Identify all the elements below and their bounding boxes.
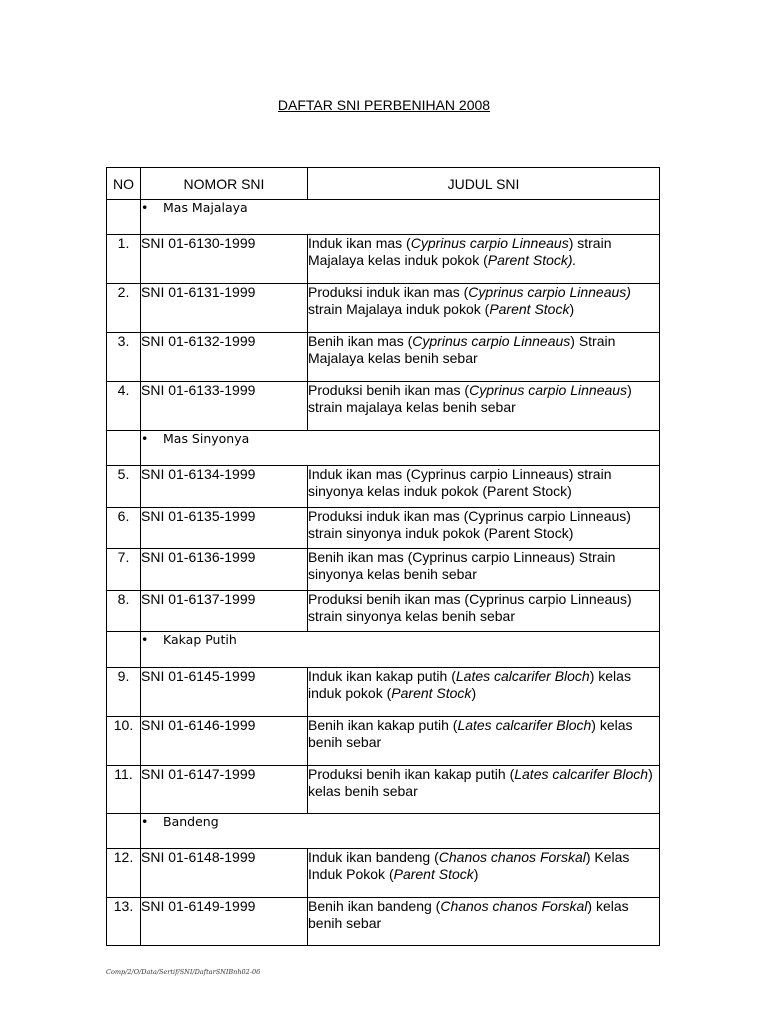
section-name: Bandeng [163,814,219,829]
title-text: ) Kelas Induk Pokok ( [308,849,630,882]
title-text: Produksi induk ikan mas (Cyprinus carpio Linneaus) strain sinyonya induk pokok (Parent Stock) [308,508,631,541]
title-text: Produksi benih ikan mas ( [308,382,470,398]
table-row [107,333,660,382]
table-row [107,235,660,284]
header-nomor-sni: NOMOR SNI [141,168,308,200]
sni-number: SNI 01-6135-1999 [141,508,308,549]
sni-title [308,766,660,814]
table-row [107,668,660,717]
sni-title [308,898,660,946]
title-text: Benih ikan kakap putih ( [308,717,458,733]
sni-number: SNI 01-6148-1999 [141,849,308,898]
sni-title [308,382,660,431]
table-row [107,549,660,591]
sni-title [308,333,660,382]
title-text: Induk ikan kakap putih ( [308,668,456,684]
table-row [107,766,660,814]
section-name: Kakap Putih [163,632,237,647]
section-row [107,200,660,235]
section-label [141,814,660,849]
table-row [107,591,660,632]
table-row [107,898,660,946]
row-number: 3. [107,333,141,382]
title-text: ) [471,685,477,701]
section-name: Mas Sinyonya [163,431,250,446]
sni-number: SNI 01-6145-1999 [141,668,308,717]
row-number: 1. [107,235,141,284]
sni-number: SNI 01-6130-1999 [141,235,308,284]
title-italic-text: Parent Stock [393,866,474,882]
sni-number: SNI 01-6133-1999 [141,382,308,431]
title-text: Produksi benih ikan mas (Cyprinus carpio Linneaus) strain sinyonya kelas benih sebar [308,591,632,624]
sni-number: SNI 01-6134-1999 [141,466,308,508]
title-text: ) kelas benih sebar [308,766,653,799]
sni-title [308,466,660,508]
title-italic-text: Parent Stock [391,685,472,701]
section-no-cell [107,814,141,849]
row-number: 2. [107,284,141,333]
row-number: 11. [107,766,141,814]
title-text: ) Strain Majalaya kelas benih sebar [308,333,616,366]
sni-title [308,717,660,766]
table-row [107,717,660,766]
title-text: Benih ikan mas (Cyprinus carpio Linneaus) Strain sinyonya kelas benih sebar [308,549,616,582]
bullet-icon: • [141,814,149,829]
section-no-cell [107,632,141,668]
sni-title [308,668,660,717]
sni-title [308,235,660,284]
title-italic-text: Chanos chanos Forskal [438,849,586,865]
title-italic-text: Lates calcarifer Bloch [514,766,649,782]
row-number: 9. [107,668,141,717]
title-text: ) strain Majalaya kelas induk pokok ( [308,235,612,268]
title-text: Benih ikan bandeng ( [308,898,441,914]
title-italic-text: Cyprinus carpio Linneaus [412,333,571,349]
title-text: Produksi benih ikan kakap putih ( [308,766,515,782]
header-no: NO [107,168,141,200]
section-label [141,431,660,466]
section-label [141,632,660,668]
sni-number: SNI 01-6147-1999 [141,766,308,814]
table-body [107,200,660,946]
sni-number: SNI 01-6132-1999 [141,333,308,382]
section-row [107,632,660,668]
title-italic-text: Cyprinus carpio Linneaus) [468,284,631,300]
section-no-cell [107,200,141,235]
sni-number: SNI 01-6131-1999 [141,284,308,333]
title-text: ) kelas benih sebar [308,717,633,750]
bullet-icon: • [141,632,149,647]
table-row [107,466,660,508]
title-text: Benih ikan mas ( [308,333,413,349]
title-text: ) kelas induk pokok ( [308,668,631,701]
title-text: Induk ikan bandeng ( [308,849,439,865]
title-italic-text: Parent Stock [489,301,570,317]
sni-number: SNI 01-6146-1999 [141,717,308,766]
title-text: Produksi induk ikan mas ( [308,284,469,300]
row-number: 10. [107,717,141,766]
section-no-cell [107,431,141,466]
title-text: Induk ikan mas ( [308,235,411,251]
footer-path: Comp/2/O/Data/Sertif/SNI/DaftarSNIBnh02-06 [106,968,261,976]
sni-table [106,167,660,946]
sni-title [308,284,660,333]
title-text: ) [569,301,575,317]
row-number: 13. [107,898,141,946]
title-text: ) [473,866,479,882]
bullet-icon: • [141,431,149,446]
sni-title [308,849,660,898]
title-italic-text: Cyprinus carpio Linneaus [469,382,628,398]
section-row [107,431,660,466]
title-text: ) kelas benih sebar [308,898,629,931]
header-judul-sni: JUDUL SNI [308,168,660,200]
section-name: Mas Majalaya [163,200,248,215]
sni-title [308,508,660,549]
table-header-row [107,168,660,200]
title-italic-text: Parent Stock). [487,252,577,268]
sni-number: SNI 01-6136-1999 [141,549,308,591]
row-number: 12. [107,849,141,898]
row-number: 4. [107,382,141,431]
bullet-icon: • [141,200,149,215]
row-number: 8. [107,591,141,632]
title-text: strain Majalaya induk pokok ( [308,301,490,317]
title-text: ) strain majalaya kelas benih sebar [308,382,632,415]
sni-number: SNI 01-6137-1999 [141,591,308,632]
row-number: 7. [107,549,141,591]
table-row [107,382,660,431]
title-italic-text: Cyprinus carpio Linneaus [410,235,569,251]
sni-title [308,549,660,591]
section-label [141,200,660,235]
table-row [107,849,660,898]
row-number: 5. [107,466,141,508]
sni-title [308,591,660,632]
title-italic-text: Lates calcarifer Bloch [455,668,590,684]
title-italic-text: Lates calcarifer Bloch [457,717,592,733]
title-text: Induk ikan mas (Cyprinus carpio Linneaus) strain sinyonya kelas induk pokok (Parent Stock) [308,466,612,499]
table-row [107,284,660,333]
title-italic-text: Chanos chanos Forskal [440,898,588,914]
document-title: DAFTAR SNI PERBENIHAN 2008 [277,97,491,113]
table-row [107,508,660,549]
row-number: 6. [107,508,141,549]
sni-number: SNI 01-6149-1999 [141,898,308,946]
section-row [107,814,660,849]
